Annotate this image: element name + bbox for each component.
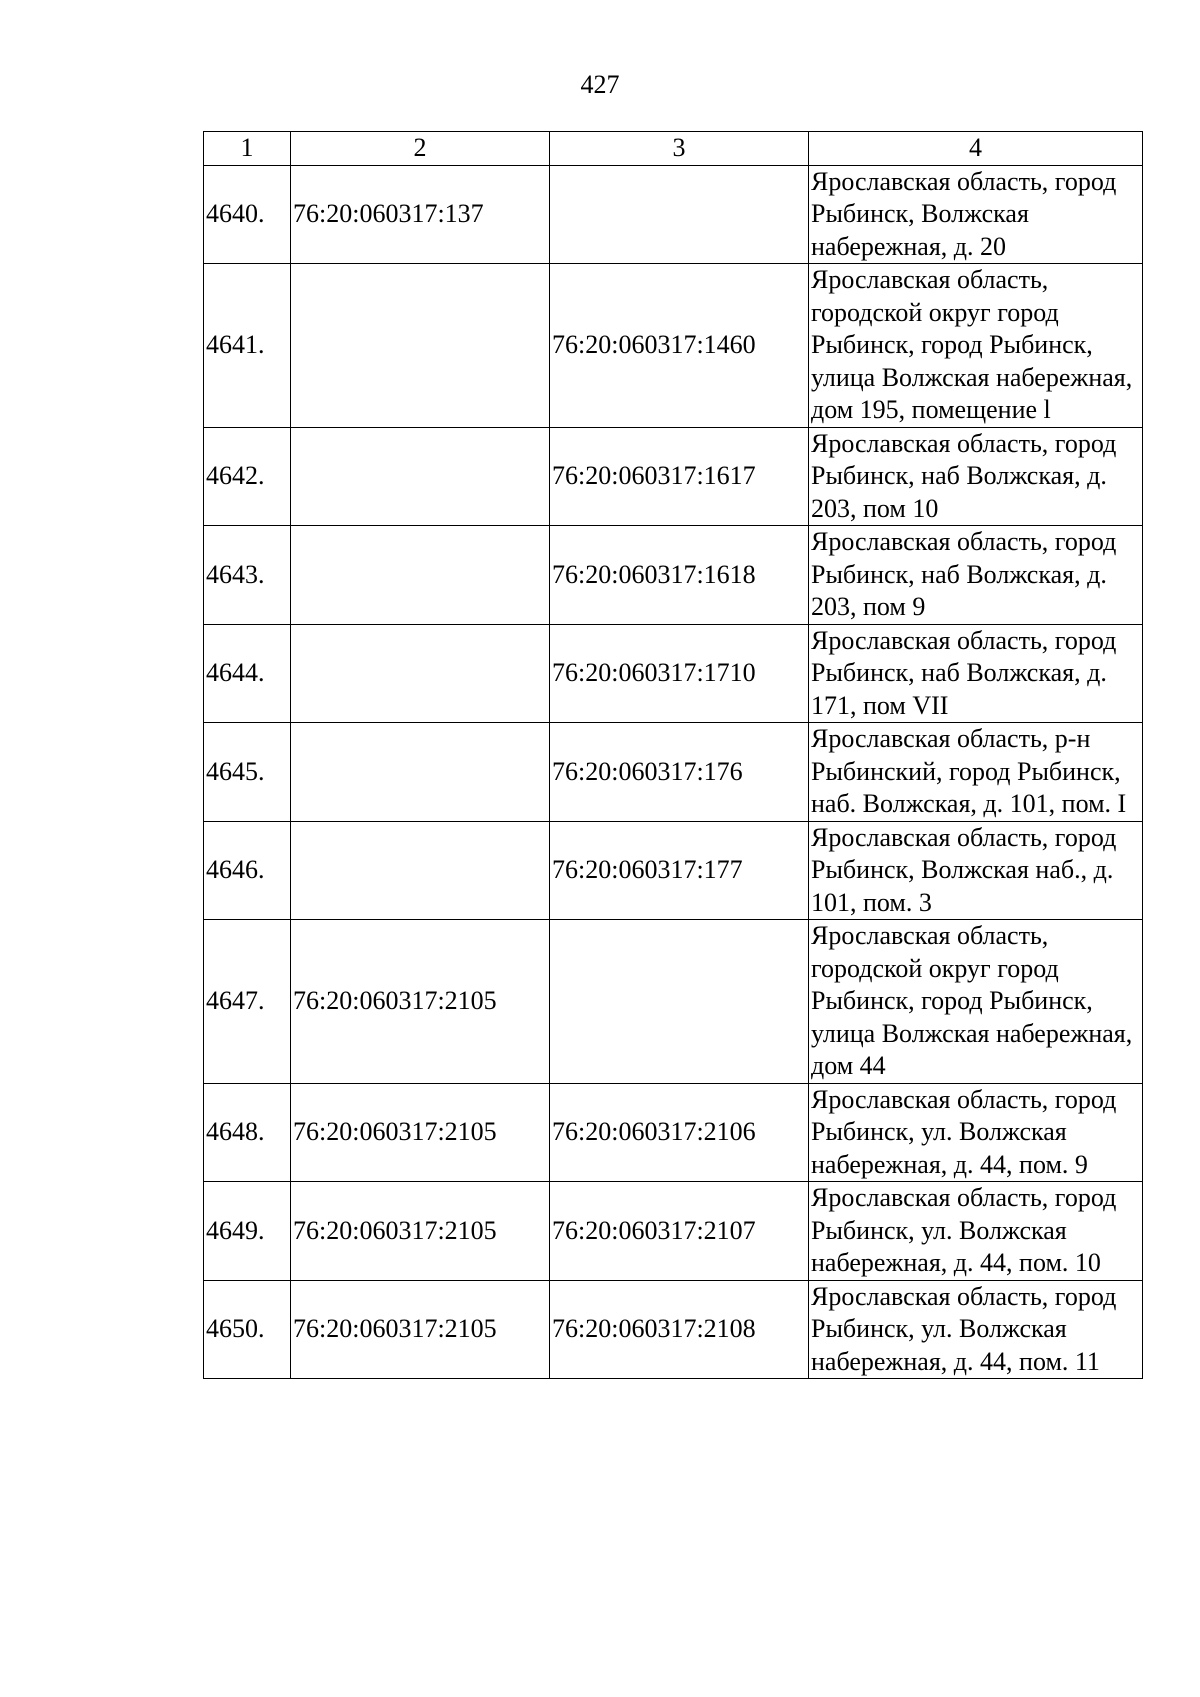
- table-header: [204, 132, 1143, 166]
- row-number-cell: 4645.: [204, 723, 291, 822]
- column-header-1: 1: [204, 132, 291, 166]
- address-cell: Ярославская область, город Рыбинск, наб Волжская, д. 171, пом VII: [809, 624, 1143, 723]
- premises-cadastral-number-cell: 76:20:060317:1460: [550, 264, 809, 428]
- address-cell: Ярославская область, город Рыбинск, наб Волжская, д. 203, пом 10: [809, 427, 1143, 526]
- address-cell: Ярославская область, город Рыбинск, Волжская наб., д. 101, пом. 3: [809, 821, 1143, 920]
- table-row: [204, 427, 1143, 526]
- premises-cadastral-number-cell: 76:20:060317:2106: [550, 1083, 809, 1182]
- row-number-cell: 4644.: [204, 624, 291, 723]
- row-number-cell: 4641.: [204, 264, 291, 428]
- premises-cadastral-number-cell: 76:20:060317:1618: [550, 526, 809, 625]
- address-cell: Ярославская область, город Рыбинск, ул. Волжская набережная, д. 44, пом. 9: [809, 1083, 1143, 1182]
- address-cell: Ярославская область, городской округ город Рыбинск, город Рыбинск, улица Волжская набережная, дом 195, помещение l: [809, 264, 1143, 428]
- cadastral-number-cell: [291, 526, 550, 625]
- premises-cadastral-number-cell: 76:20:060317:176: [550, 723, 809, 822]
- premises-cadastral-number-cell: 76:20:060317:1617: [550, 427, 809, 526]
- table-body: [204, 165, 1143, 1379]
- row-number-cell: 4646.: [204, 821, 291, 920]
- row-number-cell: 4642.: [204, 427, 291, 526]
- premises-cadastral-number-cell: 76:20:060317:177: [550, 821, 809, 920]
- table-row: [204, 1182, 1143, 1281]
- premises-cadastral-number-cell: 76:20:060317:2107: [550, 1182, 809, 1281]
- cadastral-number-cell: [291, 821, 550, 920]
- row-number-cell: 4648.: [204, 1083, 291, 1182]
- page-number: 427: [580, 70, 620, 99]
- header-row: [204, 132, 1143, 166]
- row-number-cell: 4647.: [204, 920, 291, 1084]
- row-number-cell: 4649.: [204, 1182, 291, 1281]
- address-cell: Ярославская область, р-н Рыбинский, город Рыбинск, наб. Волжская, д. 101, пом. I: [809, 723, 1143, 822]
- table-row: [204, 526, 1143, 625]
- premises-cadastral-number-cell: [550, 920, 809, 1084]
- cadastral-number-cell: [291, 723, 550, 822]
- cadastral-number-cell: 76:20:060317:2105: [291, 1182, 550, 1281]
- table-row: [204, 723, 1143, 822]
- address-cell: Ярославская область, город Рыбинск, ул. Волжская набережная, д. 44, пом. 10: [809, 1182, 1143, 1281]
- column-header-3: 3: [550, 132, 809, 166]
- table-row: [204, 1083, 1143, 1182]
- premises-cadastral-number-cell: 76:20:060317:2108: [550, 1280, 809, 1379]
- table-row: [204, 264, 1143, 428]
- cadastral-number-cell: [291, 264, 550, 428]
- cadastral-number-cell: 76:20:060317:2105: [291, 1280, 550, 1379]
- cadastral-number-cell: [291, 427, 550, 526]
- row-number-cell: 4640.: [204, 165, 291, 264]
- column-header-2: 2: [291, 132, 550, 166]
- cadastral-number-cell: 76:20:060317:137: [291, 165, 550, 264]
- premises-cadastral-number-cell: [550, 165, 809, 264]
- table-row: [204, 920, 1143, 1084]
- premises-cadastral-number-cell: 76:20:060317:1710: [550, 624, 809, 723]
- registry-table: [203, 131, 1143, 1379]
- row-number-cell: 4643.: [204, 526, 291, 625]
- address-cell: Ярославская область, городской округ город Рыбинск, город Рыбинск, улица Волжская набережная, дом 44: [809, 920, 1143, 1084]
- table-row: [204, 624, 1143, 723]
- row-number-cell: 4650.: [204, 1280, 291, 1379]
- column-header-4: 4: [809, 132, 1143, 166]
- address-cell: Ярославская область, город Рыбинск, ул. Волжская набережная, д. 44, пом. 11: [809, 1280, 1143, 1379]
- table-row: [204, 821, 1143, 920]
- table-row: [204, 1280, 1143, 1379]
- cadastral-number-cell: 76:20:060317:2105: [291, 920, 550, 1084]
- address-cell: Ярославская область, город Рыбинск, наб Волжская, д. 203, пом 9: [809, 526, 1143, 625]
- table-row: [204, 165, 1143, 264]
- cadastral-number-cell: 76:20:060317:2105: [291, 1083, 550, 1182]
- address-cell: Ярославская область, город Рыбинск, Волжская набережная, д. 20: [809, 165, 1143, 264]
- cadastral-number-cell: [291, 624, 550, 723]
